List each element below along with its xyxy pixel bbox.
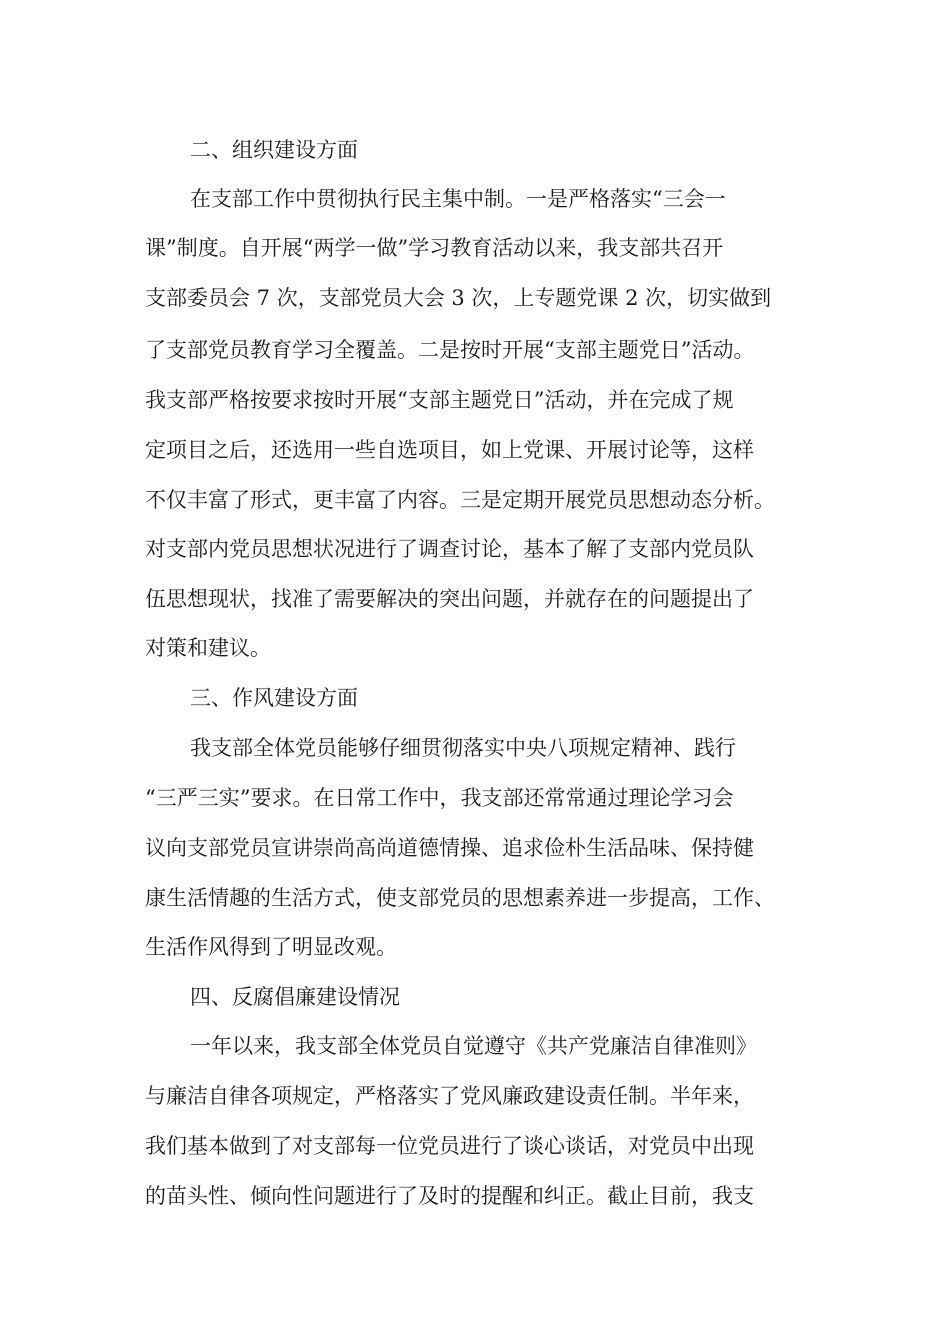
paragraph-line: 对策和建议。: [145, 636, 271, 660]
paragraph-line: 不仅丰富了形式，更丰富了内容。三是定期开展党员思想动态分析。: [145, 488, 775, 512]
paragraph-line: 定项目之后，还选用一些自选项目，如上党课、开展讨论等，这样: [145, 438, 754, 462]
paragraph-line: 我支部全体党员能够仔细贯彻落实中央八项规定精神、践行: [190, 736, 736, 760]
heading-organization-building: 二、组织建设方面: [190, 138, 358, 162]
heading-work-style-building: 三、作风建设方面: [190, 686, 358, 710]
paragraph-line: “三严三实”要求。在日常工作中，我支部还常常通过理论学习会: [145, 786, 734, 810]
paragraph-line: 我支部严格按要求按时开展“支部主题党日”活动，并在完成了规: [145, 388, 734, 412]
paragraph-line: 与廉洁自律各项规定，严格落实了党风廉政建设责任制。半年来，: [145, 1084, 754, 1108]
paragraph-line: 议向支部党员宣讲崇尚高尚道德情操、追求俭朴生活品味、保持健: [145, 836, 754, 860]
paragraph-line: 了支部党员教育学习全覆盖。二是按时开展“支部主题党日”活动。: [145, 338, 755, 362]
paragraph-line: 伍思想现状，找准了需要解决的突出问题，并就存在的问题提出了: [145, 587, 754, 611]
paragraph-line: 课”制度。自开展“两学一做”学习教育活动以来，我支部共召开: [145, 236, 724, 260]
paragraph-line: 的苗头性、倾向性问题进行了及时的提醒和纠正。截止目前，我支: [145, 1184, 754, 1208]
paragraph-line: 康生活情趣的生活方式，使支部党员的思想素养进一步提高，工作、: [145, 886, 775, 910]
paragraph-line: 我们基本做到了对支部每一位党员进行了谈心谈话，对党员中出现: [145, 1134, 754, 1158]
paragraph-line: 支部委员会 7 次，支部党员大会 3 次，上专题党课 2 次，切实做到: [145, 286, 772, 310]
heading-anti-corruption: 四、反腐倡廉建设情况: [190, 985, 400, 1009]
paragraph-line: 对支部内党员思想状况进行了调查讨论，基本了解了支部内党员队: [145, 537, 754, 561]
paragraph-line: 在支部工作中贯彻执行民主集中制。一是严格落实“三会一: [190, 187, 726, 211]
paragraph-line: 生活作风得到了明显改观。: [145, 935, 397, 959]
paragraph-line: 一年以来，我支部全体党员自觉遵守《共产党廉洁自律准则》: [190, 1034, 757, 1058]
